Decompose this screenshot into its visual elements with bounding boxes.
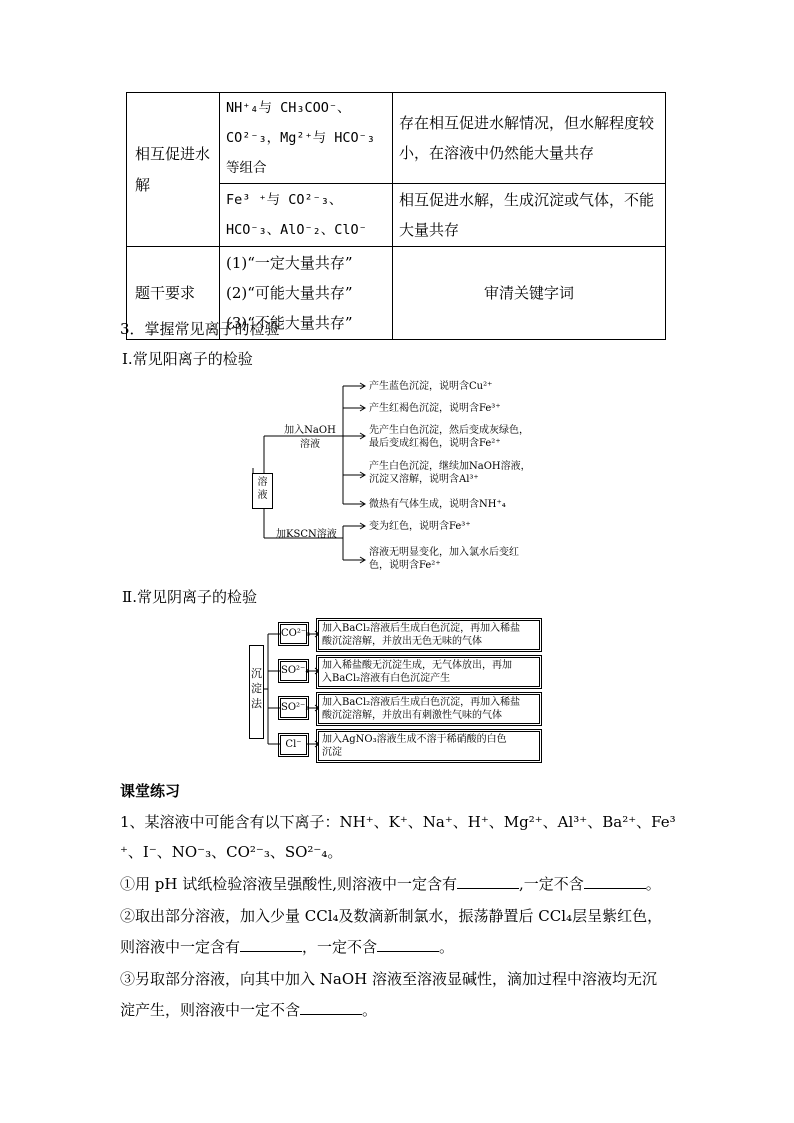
- anion-test-box: 加入AgNO₃溶液生成不溶于稀硝酸的白色 沉淀: [318, 731, 540, 761]
- answer-blank[interactable]: [584, 874, 646, 889]
- anion-root-box: 沉淀法: [249, 645, 264, 739]
- question-part-c: ③另取部分溶液，向其中加入 NaOH 溶液至溶液显碱性，滴加过程中溶液均无沉: [120, 970, 657, 988]
- requirement-item: (1)“一定大量共存”: [226, 254, 353, 272]
- anion-test-box: 加入BaCl₂溶液后生成白色沉淀，再加入稀盐 酸沉淀溶解，并放出有刺激性气味的气体: [318, 694, 540, 724]
- table-cell-category: 题干要求: [127, 247, 220, 340]
- cation-result: 最后变成红褐色，说明含Fe²⁺: [369, 438, 501, 449]
- table-cell-description: 审清关键字词: [393, 247, 666, 340]
- section-heading: 3．掌握常见离子的检验: [120, 320, 280, 338]
- cation-result: 色，说明含Fe²⁺: [369, 560, 441, 571]
- table-cell-ions: Fe³ ⁺与 CO²⁻₃、HCO⁻₃、AlO⁻₂、ClO⁻: [220, 184, 393, 247]
- cation-result: 产生红褐色沉淀，说明含Fe³⁺: [369, 403, 501, 414]
- cation-result: 产生蓝色沉淀，说明含Cu²⁺: [369, 381, 493, 392]
- practice-title: 课堂练习: [120, 782, 181, 800]
- answer-blank[interactable]: [377, 937, 439, 952]
- cation-root-box: 溶液: [252, 473, 273, 509]
- anion-ion-box: SO²⁻₄: [280, 661, 307, 681]
- cation-result: 产生白色沉淀，继续加NaOH溶液，: [369, 461, 531, 472]
- question-text: ⁺、I⁻、NO⁻₃、CO²⁻₃、SO²⁻₄。: [120, 843, 343, 861]
- section-heading-cation: Ⅰ.常见阳离子的检验: [122, 350, 253, 368]
- question-part-b: ②取出部分溶液，加入少量 CCl₄及数滴新制氯水，振荡静置后 CCl₄层呈紫红色，: [120, 907, 663, 925]
- anion-ion-box: CO²⁻₃: [280, 624, 307, 644]
- anion-test-box: 加入BaCl₂溶液后生成白色沉淀，再加入稀盐 酸沉淀溶解，并放出无色无味的气体: [318, 620, 540, 650]
- question-part-c-cont: 淀产生，则溶液中一定不含 。: [120, 1001, 378, 1019]
- answer-blank[interactable]: [300, 1000, 362, 1015]
- cation-result: 变为红色，说明含Fe³⁺: [369, 521, 471, 532]
- table-cell-description: 存在相互促进水解情况，但水解程度较小，在溶液中仍然能大量共存: [393, 93, 666, 184]
- cation-result: 微热有气体生成，说明含NH⁺₄: [369, 499, 506, 510]
- cation-result: 沉淀又溶解，说明含Al³⁺: [369, 474, 479, 485]
- cation-result: 先产生白色沉淀，然后变成灰绿色，: [369, 425, 529, 436]
- anion-test-box: 加入稀盐酸无沉淀生成，无气体放出，再加 入BaCl₂溶液有白色沉淀产生: [318, 657, 540, 687]
- question-part-b-cont: 则溶液中一定含有 ，一定不含 。: [120, 938, 455, 956]
- requirement-item: (2)“可能大量共存”: [226, 284, 353, 302]
- table-cell-ions: NH⁺₄与 CH₃COO⁻、CO²⁻₃，Mg²⁺与 HCO⁻₃等组合: [220, 93, 393, 184]
- answer-blank[interactable]: [240, 937, 302, 952]
- answer-blank[interactable]: [457, 874, 519, 889]
- section-heading-anion: Ⅱ.常见阴离子的检验: [122, 588, 257, 606]
- table-cell-category: 相互促进水解: [127, 93, 220, 247]
- question-part-a: ①用 pH 试纸检验溶液呈强酸性,则溶液中一定含有 ,一定不含 。: [120, 875, 661, 893]
- anion-ion-box: SO²⁻₃: [280, 698, 307, 718]
- table-row: [127, 93, 666, 184]
- question-text: 1、某溶液中可能含有以下离子：NH⁺、K⁺、Na⁺、H⁺、Mg²⁺、Al³⁺、Ba²⁺、Fe³: [120, 813, 676, 831]
- cation-branch-label: 加入NaOH: [284, 425, 336, 436]
- anion-ion-box: Cl⁻: [280, 735, 307, 755]
- cation-result: 溶液无明显变化，加入氯水后变红: [369, 547, 519, 558]
- table-cell-description: 相互促进水解，生成沉淀或气体，不能大量共存: [393, 184, 666, 247]
- ion-coexistence-table: [126, 92, 666, 340]
- cation-branch-label: 溶液: [300, 439, 320, 450]
- requirement-item: (3)“不能大量共存”: [226, 314, 353, 332]
- cation-branch-label: 加KSCN溶液: [276, 529, 337, 540]
